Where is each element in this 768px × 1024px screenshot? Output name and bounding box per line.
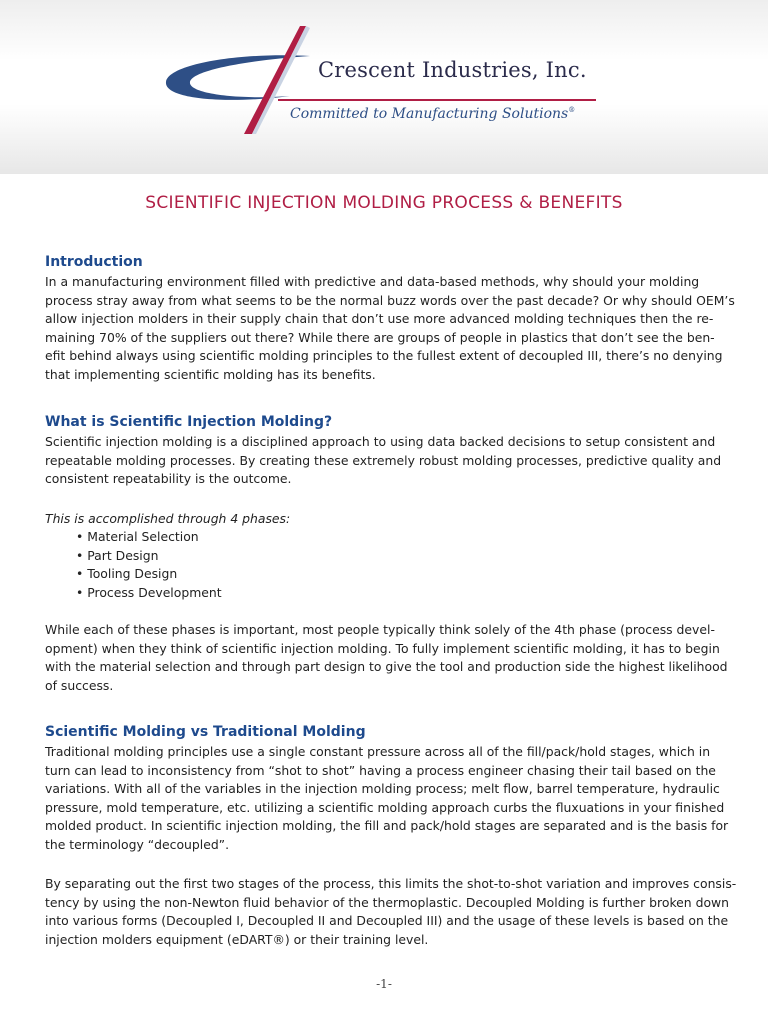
introduction-paragraph (45, 273, 735, 385)
list-item: • Material Selection (76, 528, 222, 547)
text-line: injection molders equipment (eDART®) or their training level. (45, 931, 429, 947)
letterhead-banner (0, 0, 768, 174)
text-line: Scientific injection molding is a disciplined approach to using data backed decisions to setup consistent and (45, 434, 716, 449)
text-line: opment) when they think of scientific injection molding. To fully implement scientific molding, it has to begin (45, 640, 720, 656)
phases-followup-paragraph (45, 621, 728, 695)
decoupled-paragraph (45, 875, 737, 949)
tagline-text: Committed to Manufacturing Solutions (290, 106, 569, 122)
company-tagline (290, 106, 575, 122)
what-is-paragraph (45, 433, 725, 489)
registered-mark: ® (568, 106, 576, 114)
text-line: of success. (45, 677, 114, 693)
page-number: -1- (376, 977, 392, 991)
list-item: • Tooling Design (76, 565, 222, 584)
text-line: maining 70% of the suppliers out there? While there are groups of people in plastics that don’t see the ben- (45, 329, 715, 345)
text-line: the terminology “decoupled”. (45, 836, 230, 852)
text-line: molded product. In scientific injection molding, the fill and pack/hold stages are separated and is the basis for (45, 818, 729, 834)
text-line: into various forms (Decoupled I, Decoupled II and Decoupled III) and the usage of these levels is based on the (45, 913, 729, 929)
list-item: • Part Design (76, 547, 222, 566)
text-line: that implementing scientific molding has its benefits. (45, 366, 376, 382)
phases-list (76, 528, 222, 602)
text-line: By separating out the first two stages of the process, this limits the shot-to-shot variation and improves consis- (45, 876, 737, 891)
vs-traditional-paragraph (45, 743, 729, 855)
text-line: consistent repeatability is the outcome. (45, 471, 292, 487)
phases-intro: This is accomplished through 4 phases: (45, 511, 291, 526)
text-line: allow injection molders in their supply chain that don’t use more advanced molding techniques then the re- (45, 311, 714, 327)
header-divider (278, 99, 596, 101)
text-line: In a manufacturing environment filled with predictive and data-based methods, why should your molding (45, 274, 700, 289)
text-line: efit behind always using scientific molding principles to the fullest extent of decoupled III, there’s no denying (45, 348, 723, 364)
list-item: • Process Development (76, 584, 222, 603)
text-line: variations. With all of the variables in the injection molding process; melt flow, barrel temperature, hydraulic (45, 781, 720, 797)
company-name: Crescent Industries, Inc. (318, 58, 587, 82)
text-line: While each of these phases is important, most people typically think solely of the 4th phase (process devel- (45, 622, 715, 637)
section-heading-introduction: Introduction (45, 254, 143, 270)
crescent-logo-icon (160, 22, 320, 142)
text-line: tency by using the non-Newton fluid behavior of the thermoplastic. Decoupled Molding is further broken down (45, 894, 730, 910)
text-line: pressure, mold temperature, etc. utilizing a scientific molding approach curbs the fluxuations in your finished (45, 799, 725, 815)
page-title: SCIENTIFIC INJECTION MOLDING PROCESS & BENEFITS (145, 193, 623, 213)
section-heading-vs-traditional: Scientific Molding vs Traditional Molding (45, 724, 366, 740)
text-line: repeatable molding processes. By creating these extremely robust molding processes, predictive quality and (45, 452, 722, 468)
text-line: with the material selection and through part design to give the tool and production side the highest likelihood (45, 659, 728, 675)
text-line: turn can lead to inconsistency from “shot to shot” having a process engineer chasing their tail based on the (45, 762, 716, 778)
text-line: Traditional molding principles use a single constant pressure across all of the fill/pack/hold stages, which in (45, 744, 711, 759)
text-line: process stray away from what seems to be the normal buzz words over the past decade? Or why should OEM’s (45, 292, 735, 308)
section-heading-what-is: What is Scientific Injection Molding? (45, 414, 333, 430)
